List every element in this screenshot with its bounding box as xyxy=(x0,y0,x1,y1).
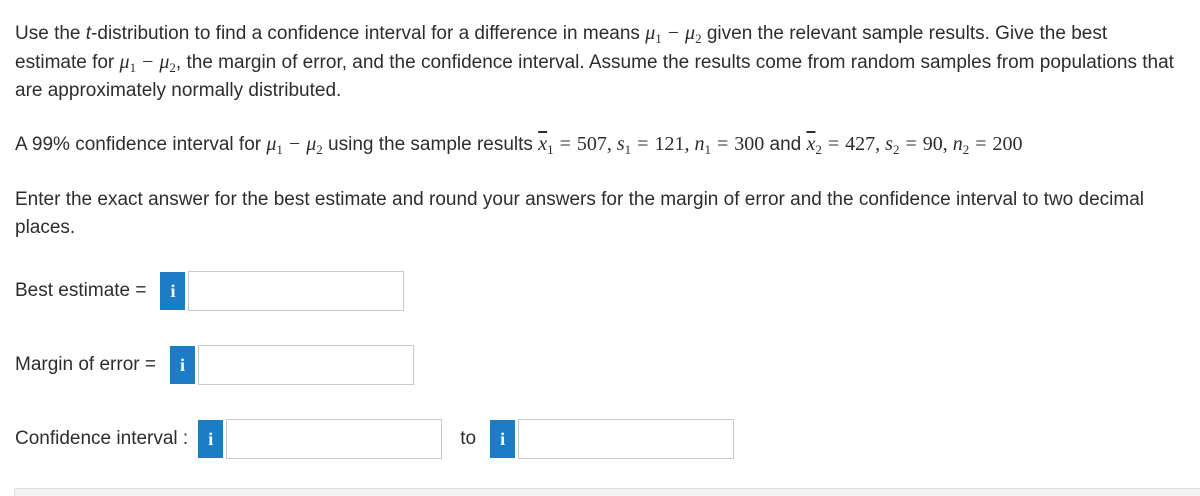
x1-value: 507 xyxy=(576,133,607,155)
prompt-text-1: Use the xyxy=(15,23,86,44)
confidence-interval-row xyxy=(15,419,734,459)
info-icon[interactable]: i xyxy=(198,420,223,458)
n1-value: 300 xyxy=(734,133,765,155)
confidence-interval-label: Confidence interval : xyxy=(15,428,189,449)
x2-value: 427 xyxy=(845,133,876,155)
s1-value: 121 xyxy=(654,133,685,155)
question-and: and xyxy=(764,134,807,155)
prompt-text-4: , the margin of error, and the confidence interval. Assume the results come from random samples from populations that are approximately normally distributed. xyxy=(15,52,1174,101)
s2-value: 90 xyxy=(922,133,943,155)
n2-value: 200 xyxy=(992,133,1023,155)
margin-of-error-label: Margin of error = xyxy=(15,354,156,375)
info-icon[interactable]: i xyxy=(170,346,195,384)
to-label: to xyxy=(460,428,477,449)
mu-difference-expression: $\mu_1 - \mu_2$ xyxy=(645,22,702,46)
question-line xyxy=(15,130,1190,159)
info-icon[interactable]: i xyxy=(490,420,515,458)
t-letter: t xyxy=(85,23,92,44)
problem-prompt xyxy=(15,19,1180,105)
ci-lower-input[interactable] xyxy=(226,419,442,459)
info-icon[interactable]: i xyxy=(160,272,185,310)
mu-difference-expression-3: $\mu_1 - \mu_2$ xyxy=(266,133,323,157)
best-estimate-input[interactable] xyxy=(188,271,404,311)
best-estimate-label: Best estimate = xyxy=(15,280,147,301)
bottom-panel-edge xyxy=(14,488,1200,496)
margin-of-error-row xyxy=(15,345,414,385)
ci-upper-input[interactable] xyxy=(518,419,734,459)
mu-difference-expression-2: $\mu_1 - \mu_2$ xyxy=(119,51,176,75)
margin-of-error-input[interactable] xyxy=(198,345,414,385)
sample-results-group-2: $\overline{x}_2 = 427$, $s_2 = 90$, $n_2 = 200$ xyxy=(806,133,1023,157)
best-estimate-row xyxy=(15,271,404,311)
question-mid: using the sample results xyxy=(322,134,539,155)
prompt-text-3: given the relevant sample results. Give the best estimate for xyxy=(15,23,1108,73)
question-prefix: A 99% confidence interval for xyxy=(15,134,267,155)
prompt-text-2: -distribution to find a confidence interval for a difference in means xyxy=(91,23,646,44)
instruction-text: Enter the exact answer for the best estimate and round your answers for the margin of error and the confidence interval to two decimal places. xyxy=(15,189,1144,238)
sample-results-group-1: $\overline{x}_1 = 507$, $s_1 = 121$, $n_1 = 300$ xyxy=(538,133,765,157)
